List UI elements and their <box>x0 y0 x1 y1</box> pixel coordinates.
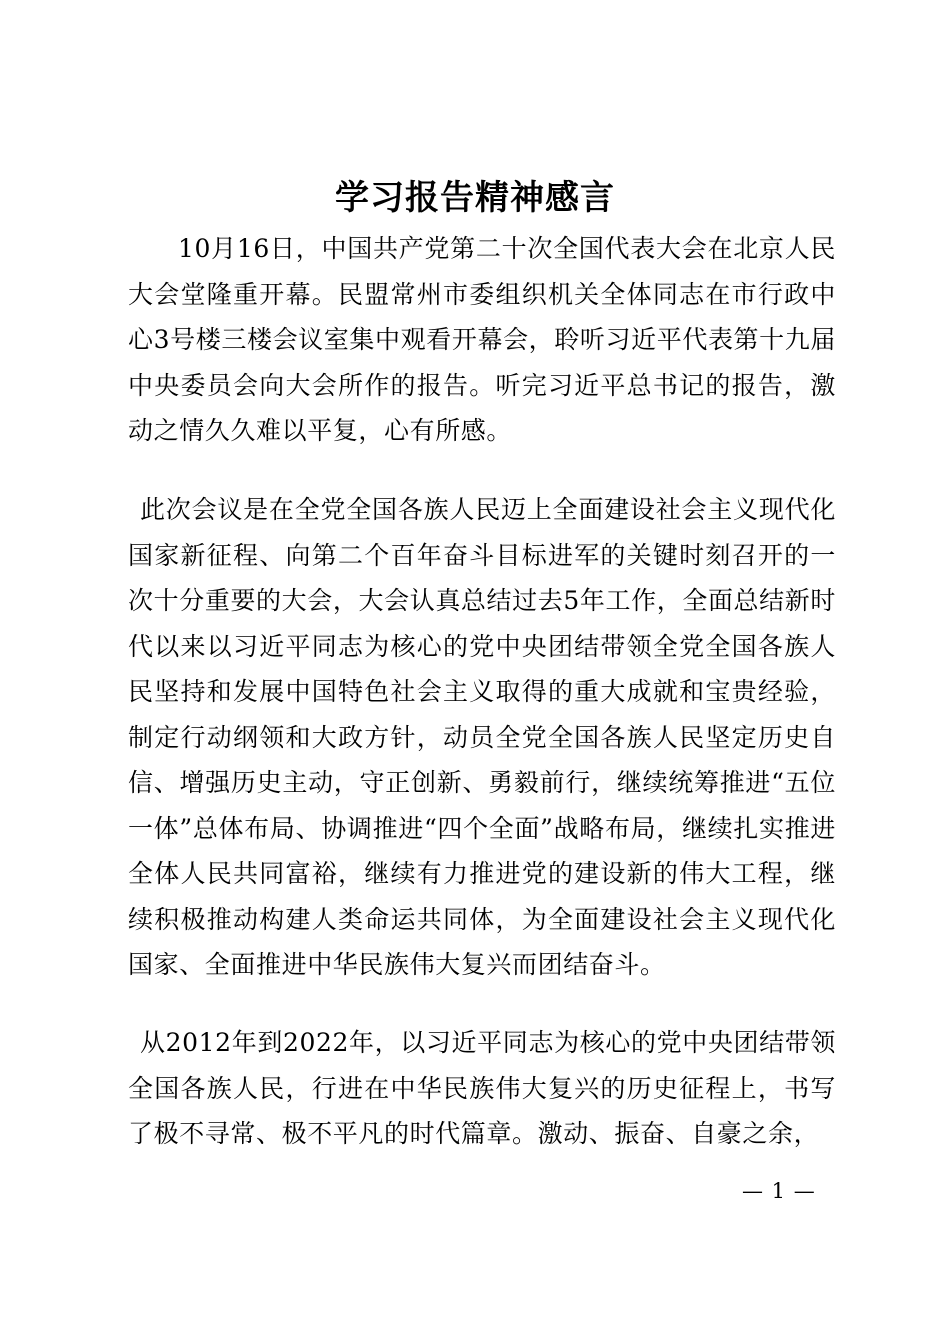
paragraph-opening: 10月16日，中国共产党第二十次全国代表大会在北京人民大会堂隆重开幕。民盟常州市委组织机关全体同志在市行政中心3号楼三楼会议室集中观看开幕会，聆听习近平代表第十九届中央委员会向大会所作的报告。听完习近平总书记的报告，激动之情久久难以平复，心有所感。 <box>128 234 836 445</box>
document-title: 学习报告精神感言 <box>335 178 615 218</box>
paragraph-meeting-significance: 此次会议是在全党全国各族人民迈上全面建设社会主义现代化国家新征程、向第二个百年奋斗目标进军的关键时刻召开的一次十分重要的大会，大会认真总结过去5年工作，全面总结新时代以来以习近平同志为核心的党中央团结带领全党全国各族人民坚持和发展中国特色社会主义取得的重大成就和宝贵经验，制定行动纲领和大政方针，动员全党全国各族人民坚定历史自信、增强历史主动，守正创新、勇毅前行，继续统筹推进“五位一体”总体布局、协调推进“四个全面”战略布局，继续扎实推进全体人民共同富裕，继续有力推进党的建设新的伟大工程，继续积极推动构建人类命运共同体，为全面建设社会主义现代化国家、全面推进中华民族伟大复兴而团结奋斗。 <box>128 495 836 979</box>
paragraph-decade-review: 从2012年到2022年，以习近平同志为核心的党中央团结带领全国各族人民，行进在中华民族伟大复兴的历史征程上，书写了极不寻常、极不平凡的时代篇章。激动、振奋、自豪之余， <box>128 1028 836 1148</box>
page-number: — 1 — <box>742 1179 816 1203</box>
